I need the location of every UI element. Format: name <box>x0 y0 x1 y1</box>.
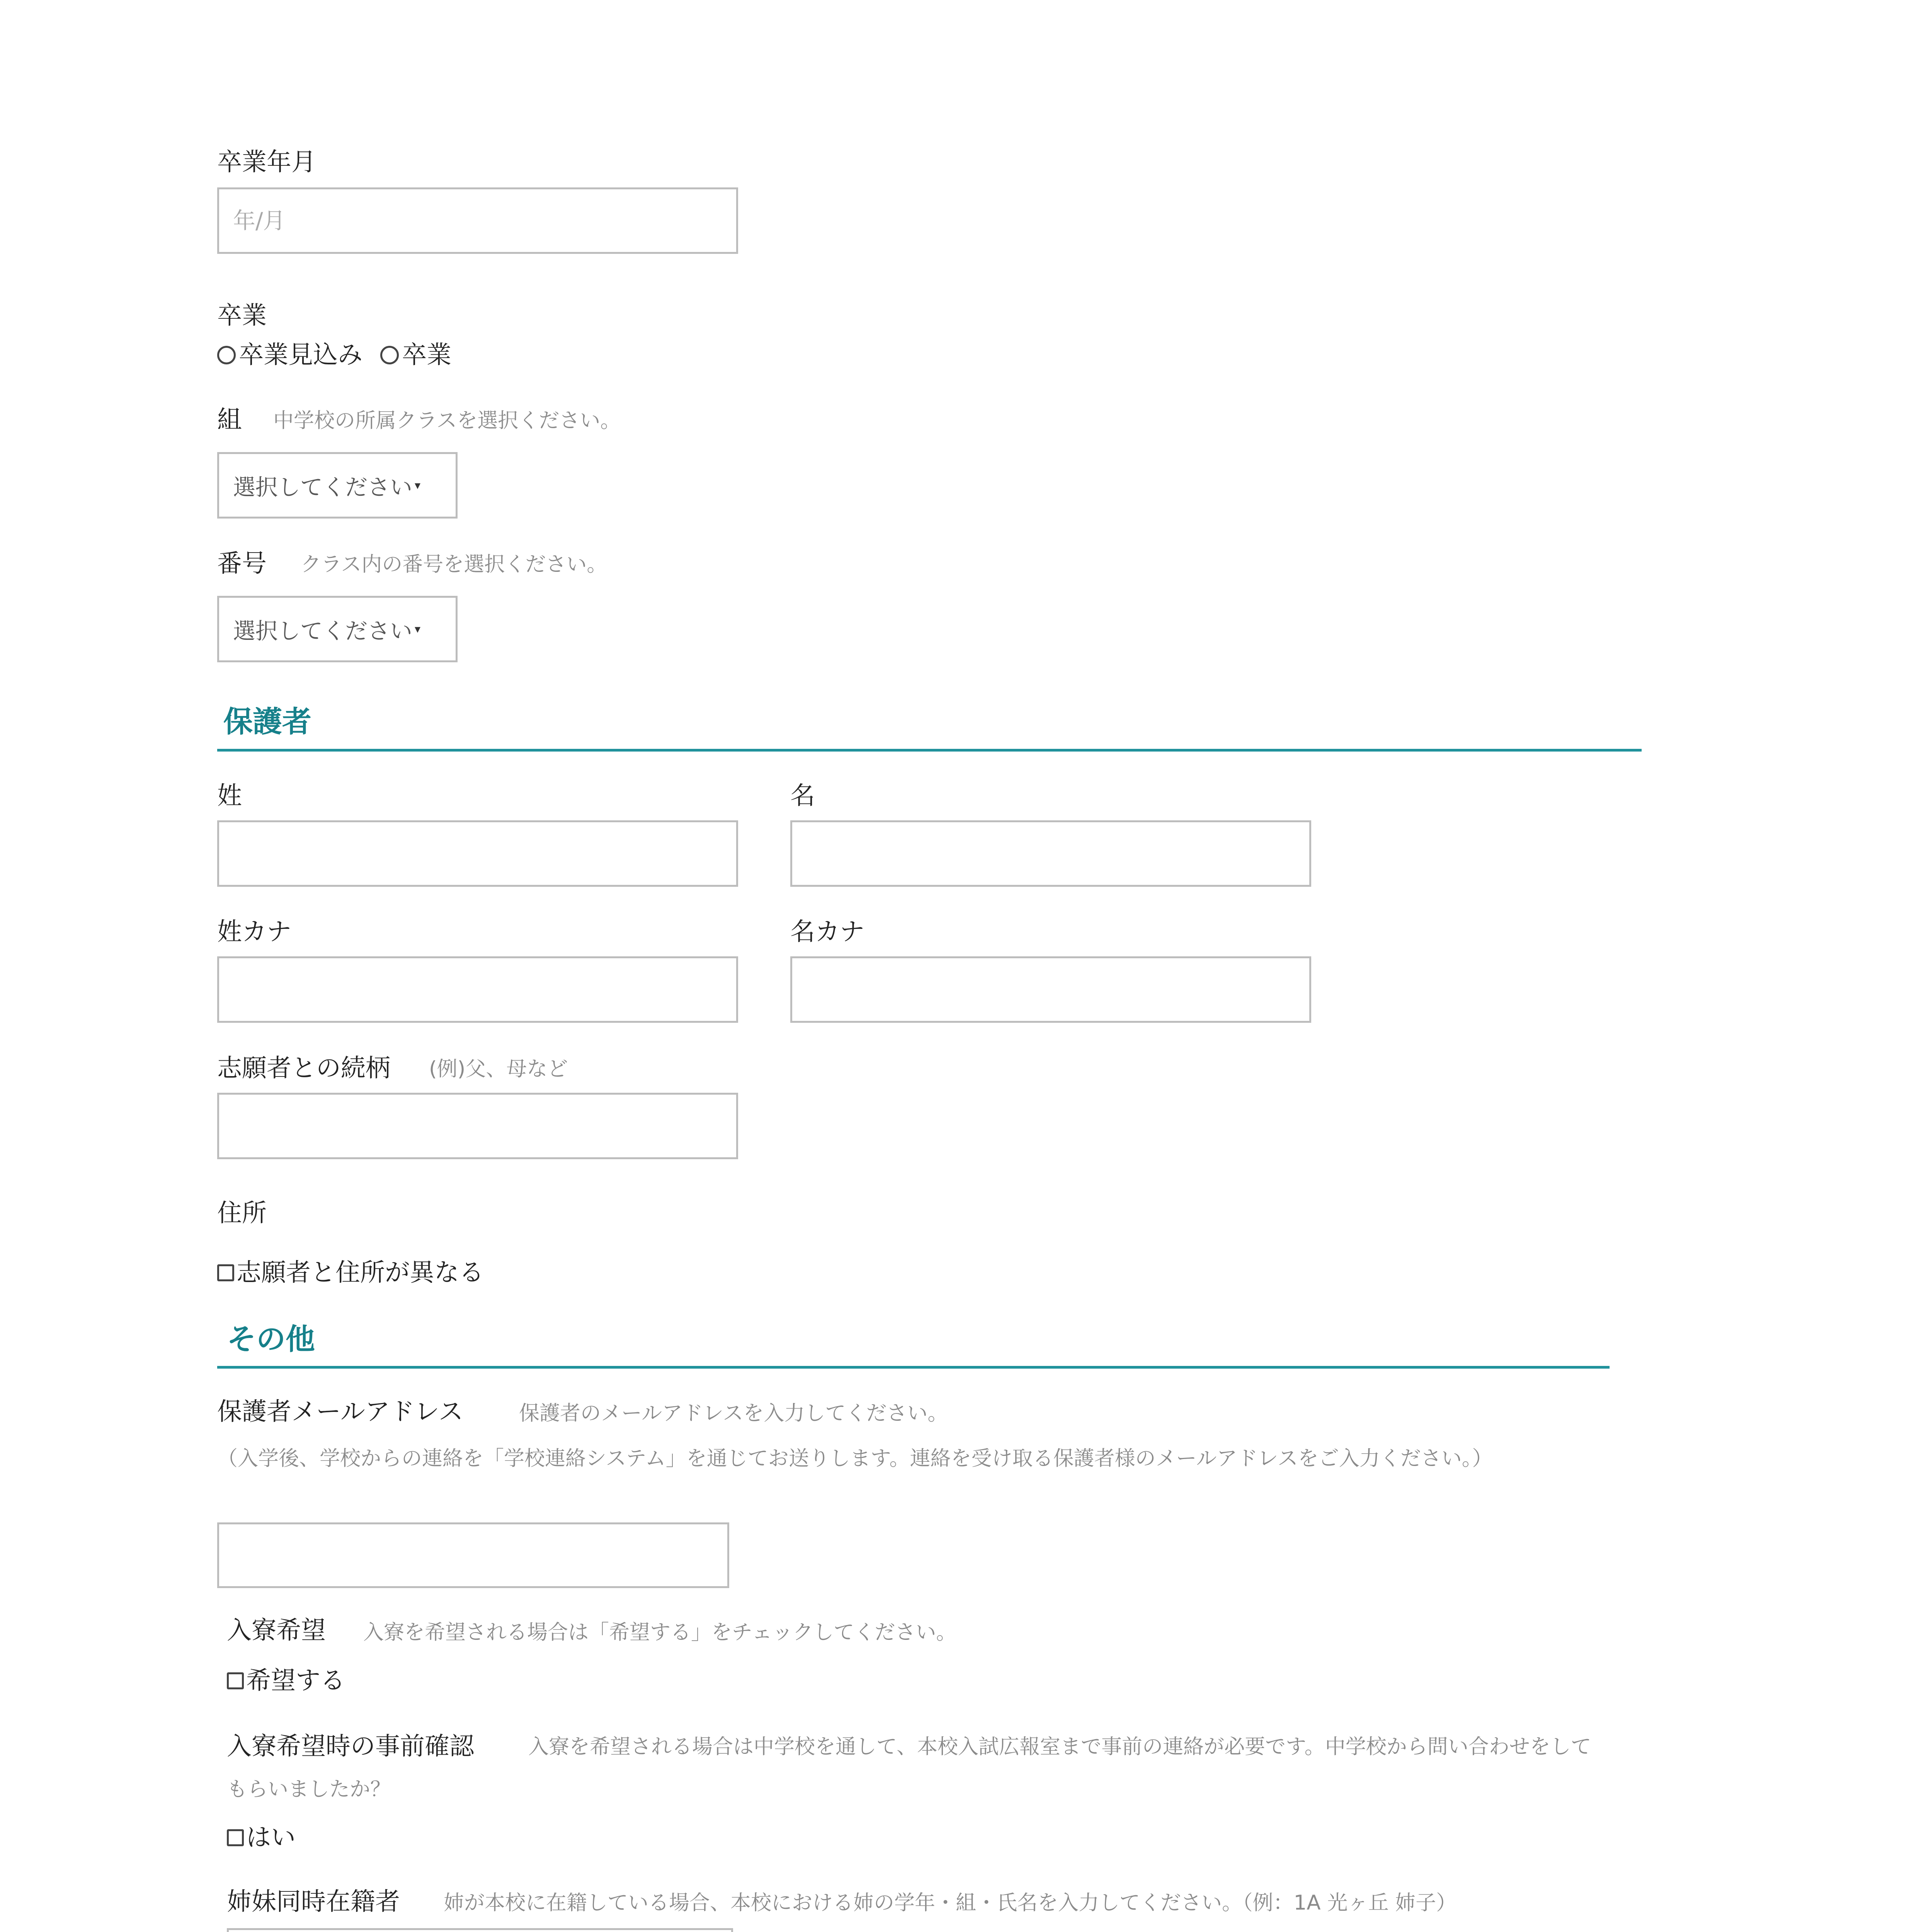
dorm-confirm-hint: 入寮を希望される場合は中学校を通して、本校入試広報室まで事前の連絡が必要です。中学校から問い合わせをしてもらいましたか？ <box>227 1735 1591 1801</box>
guardian-first-kana-label: 名カナ <box>790 918 864 946</box>
class-number-label: 番号 <box>217 549 267 578</box>
sister-enrolled-input[interactable] <box>227 1928 733 1932</box>
guardian-relation-label: 志願者との続柄 <box>217 1054 390 1083</box>
guardian-first-kana-input[interactable] <box>790 956 1311 1023</box>
guardian-relation-hint: (例)父、母など <box>429 1057 568 1081</box>
sister-enrolled-label: 姉妹同時在籍者 <box>227 1888 400 1916</box>
guardian-email-note: （入学後、学校からの連絡を「学校連絡システム」を通じてお送りします。連絡を受け取る保護者様のメールアドレスをご入力ください。） <box>217 1447 1493 1470</box>
graduation-year-month-input[interactable] <box>217 187 738 254</box>
dorm-confirm-label: 入寮希望時の事前確認 <box>227 1732 474 1761</box>
guardian-last-kana-label: 姓カナ <box>217 918 291 946</box>
guardian-relation-input[interactable] <box>217 1093 738 1159</box>
guardian-first-name-label: 名 <box>790 782 815 810</box>
graduation-year-month-label: 卒業年月 <box>217 148 316 177</box>
graduation-status-label: 卒業 <box>217 301 267 330</box>
dorm-checkbox-label: 希望する <box>246 1667 345 1695</box>
class-number-select[interactable] <box>217 596 458 662</box>
class-number-hint: クラス内の番号を選択ください。 <box>301 553 607 576</box>
guardian-section-title: 保護者 <box>223 704 311 739</box>
dorm-hint: 入寮を希望される場合は「希望する」をチェックしてください。 <box>363 1621 957 1644</box>
graduation-status-radio-group <box>217 343 451 367</box>
address-differs-checkbox[interactable] <box>217 1264 234 1281</box>
dorm-confirm-checkbox-label: はい <box>246 1823 296 1852</box>
graduation-expected-radio[interactable] <box>217 346 236 364</box>
guardian-email-label: 保護者メールアドレス <box>217 1398 463 1426</box>
dorm-checkbox[interactable] <box>227 1672 244 1689</box>
other-section-divider <box>217 1366 1610 1369</box>
class-group-hint: 中学校の所属クラスを選択ください。 <box>273 409 621 432</box>
guardian-email-hint: 保護者のメールアドレスを入力してください。 <box>519 1401 948 1425</box>
graduation-graduated-radio[interactable] <box>380 346 399 364</box>
class-group-select-value: 選択してください <box>233 474 413 500</box>
address-differs-option <box>217 1260 484 1285</box>
other-section-title: その他 <box>227 1322 315 1356</box>
sister-enrolled-hint: 姉が本校に在籍している場合、本校における姉の学年・組・氏名を入力してください。（例：1A 光ヶ丘 姉子） <box>444 1891 1457 1915</box>
address-differs-label: 志願者と住所が異なる <box>237 1259 484 1287</box>
guardian-last-name-label: 姓 <box>217 782 242 810</box>
graduation-graduated-label: 卒業 <box>402 341 451 369</box>
dorm-label: 入寮希望 <box>227 1616 326 1645</box>
graduation-expected-label: 卒業見込み <box>239 341 362 369</box>
dorm-confirm-option <box>227 1825 296 1850</box>
class-group-label: 組 <box>217 406 242 434</box>
guardian-email-input[interactable] <box>217 1522 729 1588</box>
guardian-last-kana-input[interactable] <box>217 956 738 1023</box>
guardian-last-name-input[interactable] <box>217 820 738 887</box>
guardian-section-divider <box>217 749 1642 752</box>
chevron-down-icon: ▾ <box>415 478 421 492</box>
class-number-select-value: 選択してください <box>233 618 413 644</box>
guardian-first-name-input[interactable] <box>790 820 1311 887</box>
chevron-down-icon: ▾ <box>415 622 421 636</box>
class-group-select[interactable] <box>217 452 458 519</box>
guardian-address-label: 住所 <box>217 1199 267 1228</box>
dorm-confirm-checkbox[interactable] <box>227 1829 244 1846</box>
dorm-option <box>227 1668 345 1693</box>
